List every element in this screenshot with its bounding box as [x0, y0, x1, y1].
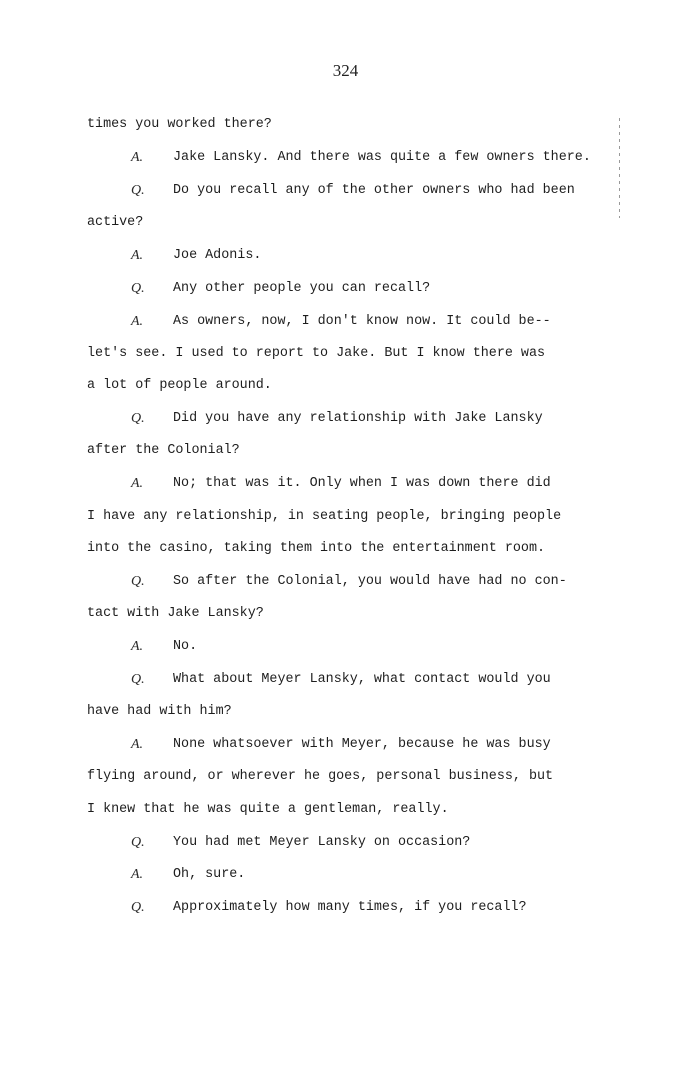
answer-marker: A. — [131, 248, 144, 263]
question-marker: Q. — [131, 411, 145, 426]
transcript-line: As owners, now, I don't know now. It could be-- — [173, 314, 551, 329]
transcript-line: Joe Adonis. — [173, 248, 262, 263]
transcript-line: let's see. I used to report to Jake. But I know there was — [87, 346, 546, 361]
question-marker: Q. — [131, 281, 145, 296]
transcript-line: Do you recall any of the other owners who had been — [173, 183, 575, 198]
page-number: 324 — [332, 61, 359, 80]
answer-marker: A. — [131, 150, 144, 165]
transcript-line: a lot of people around. — [87, 378, 272, 393]
transcript-line: have had with him? — [87, 704, 232, 719]
transcript-line: No; that was it. Only when I was down there did — [173, 476, 551, 491]
answer-marker: A. — [131, 867, 144, 882]
transcript-line: None whatsoever with Meyer, because he was busy — [173, 737, 551, 752]
transcript-line: You had met Meyer Lansky on occasion? — [173, 835, 471, 850]
question-marker: Q. — [131, 900, 145, 915]
transcript-line: Approximately how many times, if you recall? — [173, 900, 527, 915]
answer-marker: A. — [131, 737, 144, 752]
transcript-line: No. — [173, 639, 198, 654]
answer-marker: A. — [131, 314, 144, 329]
transcript-line: I knew that he was quite a gentleman, really. — [87, 802, 449, 817]
question-marker: Q. — [131, 574, 145, 589]
answer-marker: A. — [131, 639, 144, 654]
question-marker: Q. — [131, 672, 145, 687]
question-marker: Q. — [131, 835, 145, 850]
transcript-line: flying around, or wherever he goes, personal business, but — [87, 769, 554, 784]
transcript-line: Oh, sure. — [173, 867, 246, 882]
transcript-line: active? — [87, 215, 144, 230]
transcript-line: into the casino, taking them into the entertainment room. — [87, 541, 546, 556]
margin-mark — [619, 118, 620, 218]
question-marker: Q. — [131, 183, 145, 198]
transcript-line: Jake Lansky. And there was quite a few owners there. — [173, 150, 591, 165]
transcript-line: Did you have any relationship with Jake Lansky — [173, 411, 543, 426]
transcript-line: I have any relationship, in seating people, bringing people — [87, 509, 562, 524]
transcript-line: What about Meyer Lansky, what contact would you — [173, 672, 551, 687]
transcript-line: tact with Jake Lansky? — [87, 606, 264, 621]
transcript-line: after the Colonial? — [87, 443, 240, 458]
transcript-line: times you worked there? — [87, 117, 272, 132]
transcript-line: Any other people you can recall? — [173, 281, 431, 296]
transcript-line: So after the Colonial, you would have had no con- — [173, 574, 567, 589]
answer-marker: A. — [131, 476, 144, 491]
